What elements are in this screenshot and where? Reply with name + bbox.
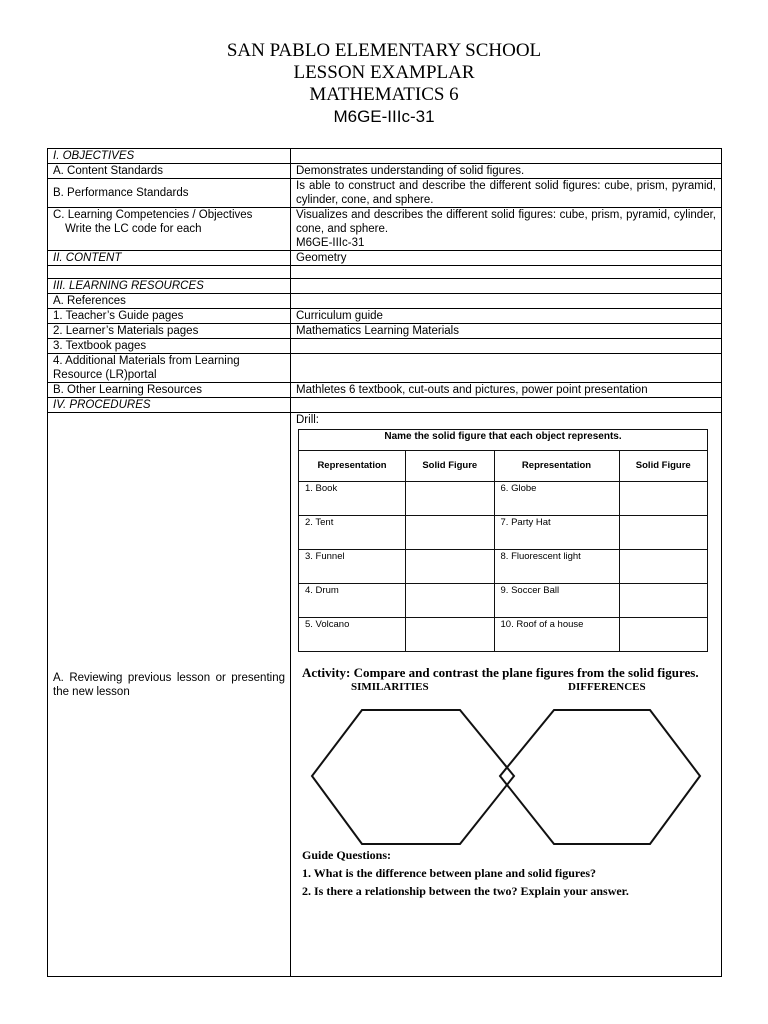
other-resources-label: B. Other Learning Resources — [48, 383, 291, 398]
teachers-guide-value: Curriculum guide — [291, 309, 722, 324]
table-row — [299, 550, 708, 584]
table-row — [48, 413, 722, 977]
drill-header: Representation — [299, 451, 406, 482]
drill-figure — [296, 429, 716, 652]
competencies-subtitle: Write the LC code for each — [65, 223, 202, 235]
content-standards-label: A. Content Standards — [48, 164, 291, 179]
competencies-code: M6GE-IIIc-31 — [296, 237, 365, 249]
table-row — [48, 149, 722, 164]
drill-item: 2. Tent — [299, 516, 406, 550]
reviewing-label: A. Reviewing previous lesson or presenting the new lesson — [48, 413, 291, 977]
drill-caption: Name the solid figure that each object represents. — [299, 430, 708, 451]
similarities-label: SIMILARITIES — [351, 681, 429, 693]
table-row — [48, 294, 722, 309]
drill-table — [298, 429, 708, 652]
drill-header: Representation — [494, 451, 619, 482]
content-heading: II. CONTENT — [48, 251, 291, 266]
table-row — [48, 164, 722, 179]
table-row — [48, 309, 722, 324]
table-row — [48, 339, 722, 354]
references-label: A. References — [48, 294, 291, 309]
guide-question-2: 2. Is there a relationship between the two? Explain your answer. — [302, 884, 629, 898]
table-row — [48, 324, 722, 339]
table-row — [48, 354, 722, 383]
table-row — [48, 179, 722, 208]
drill-item: 6. Globe — [494, 482, 619, 516]
procedures-heading: IV. PROCEDURES — [48, 398, 291, 413]
differences-label: DIFFERENCES — [568, 681, 646, 693]
table-row — [48, 398, 722, 413]
table-row — [48, 279, 722, 294]
guide-questions-title: Guide Questions: — [302, 848, 392, 862]
performance-standards-label: B. Performance Standards — [48, 179, 291, 208]
drill-item: 7. Party Hat — [494, 516, 619, 550]
additional-materials-label: 4. Additional Materials from Learning Resource (LR)portal — [48, 354, 291, 383]
content-standards-value: Demonstrates understanding of solid figures. — [291, 164, 722, 179]
table-row — [299, 618, 708, 652]
document-header — [0, 40, 768, 128]
teachers-guide-label: 1. Teacher’s Guide pages — [48, 309, 291, 324]
competencies-label — [48, 208, 291, 251]
learners-materials-label: 2. Learner’s Materials pages — [48, 324, 291, 339]
lesson-code: M6GE-IIIc-31 — [333, 107, 435, 126]
drill-item: 10. Roof of a house — [494, 618, 619, 652]
table-row — [299, 516, 708, 550]
hexagon-diagram — [296, 698, 706, 848]
drill-item: 8. Fluorescent light — [494, 550, 619, 584]
drill-item: 4. Drum — [299, 584, 406, 618]
drill-item: 9. Soccer Ball — [494, 584, 619, 618]
document-type: LESSON EXAMPLAR — [293, 62, 475, 83]
lesson-plan-table — [47, 148, 722, 977]
drill-header: Solid Figure — [406, 451, 494, 482]
objectives-heading: I. OBJECTIVES — [48, 149, 291, 164]
subject-title: MATHEMATICS 6 — [309, 84, 459, 105]
performance-standards-value: Is able to construct and describe the different solid figures: cube, prism, pyramid, cylinder, cone, and sphere. — [291, 179, 722, 208]
venn-hexagons — [296, 680, 716, 840]
procedures-content — [291, 413, 722, 977]
content-value: Geometry — [291, 251, 722, 266]
competencies-text: Visualizes and describes the different solid figures: cube, prism, pyramid, cylinder, cone, and sphere. — [296, 209, 716, 235]
school-name: SAN PABLO ELEMENTARY SCHOOL — [226, 40, 542, 61]
table-row — [48, 208, 722, 251]
drill-header: Solid Figure — [619, 451, 708, 482]
drill-item: 5. Volcano — [299, 618, 406, 652]
table-row — [299, 584, 708, 618]
competencies-value — [291, 208, 722, 251]
left-hexagon — [312, 710, 514, 844]
table-row — [48, 266, 722, 279]
other-resources-value: Mathletes 6 textbook, cut-outs and pictures, power point presentation — [291, 383, 722, 398]
drill-item: 1. Book — [299, 482, 406, 516]
table-row — [299, 482, 708, 516]
competencies-title: C. Learning Competencies / Objectives — [53, 209, 253, 221]
textbook-label: 3. Textbook pages — [48, 339, 291, 354]
activity-title: Activity: Compare and contrast the plane figures from the solid figures. — [302, 665, 699, 680]
learning-resources-heading: III. LEARNING RESOURCES — [48, 279, 291, 294]
drill-item: 3. Funnel — [299, 550, 406, 584]
table-row — [48, 383, 722, 398]
guide-question-1: 1. What is the difference between plane and solid figures? — [302, 866, 597, 880]
table-row — [48, 251, 722, 266]
right-hexagon — [500, 710, 700, 844]
drill-label: Drill: — [296, 414, 319, 426]
learners-materials-value: Mathematics Learning Materials — [291, 324, 722, 339]
